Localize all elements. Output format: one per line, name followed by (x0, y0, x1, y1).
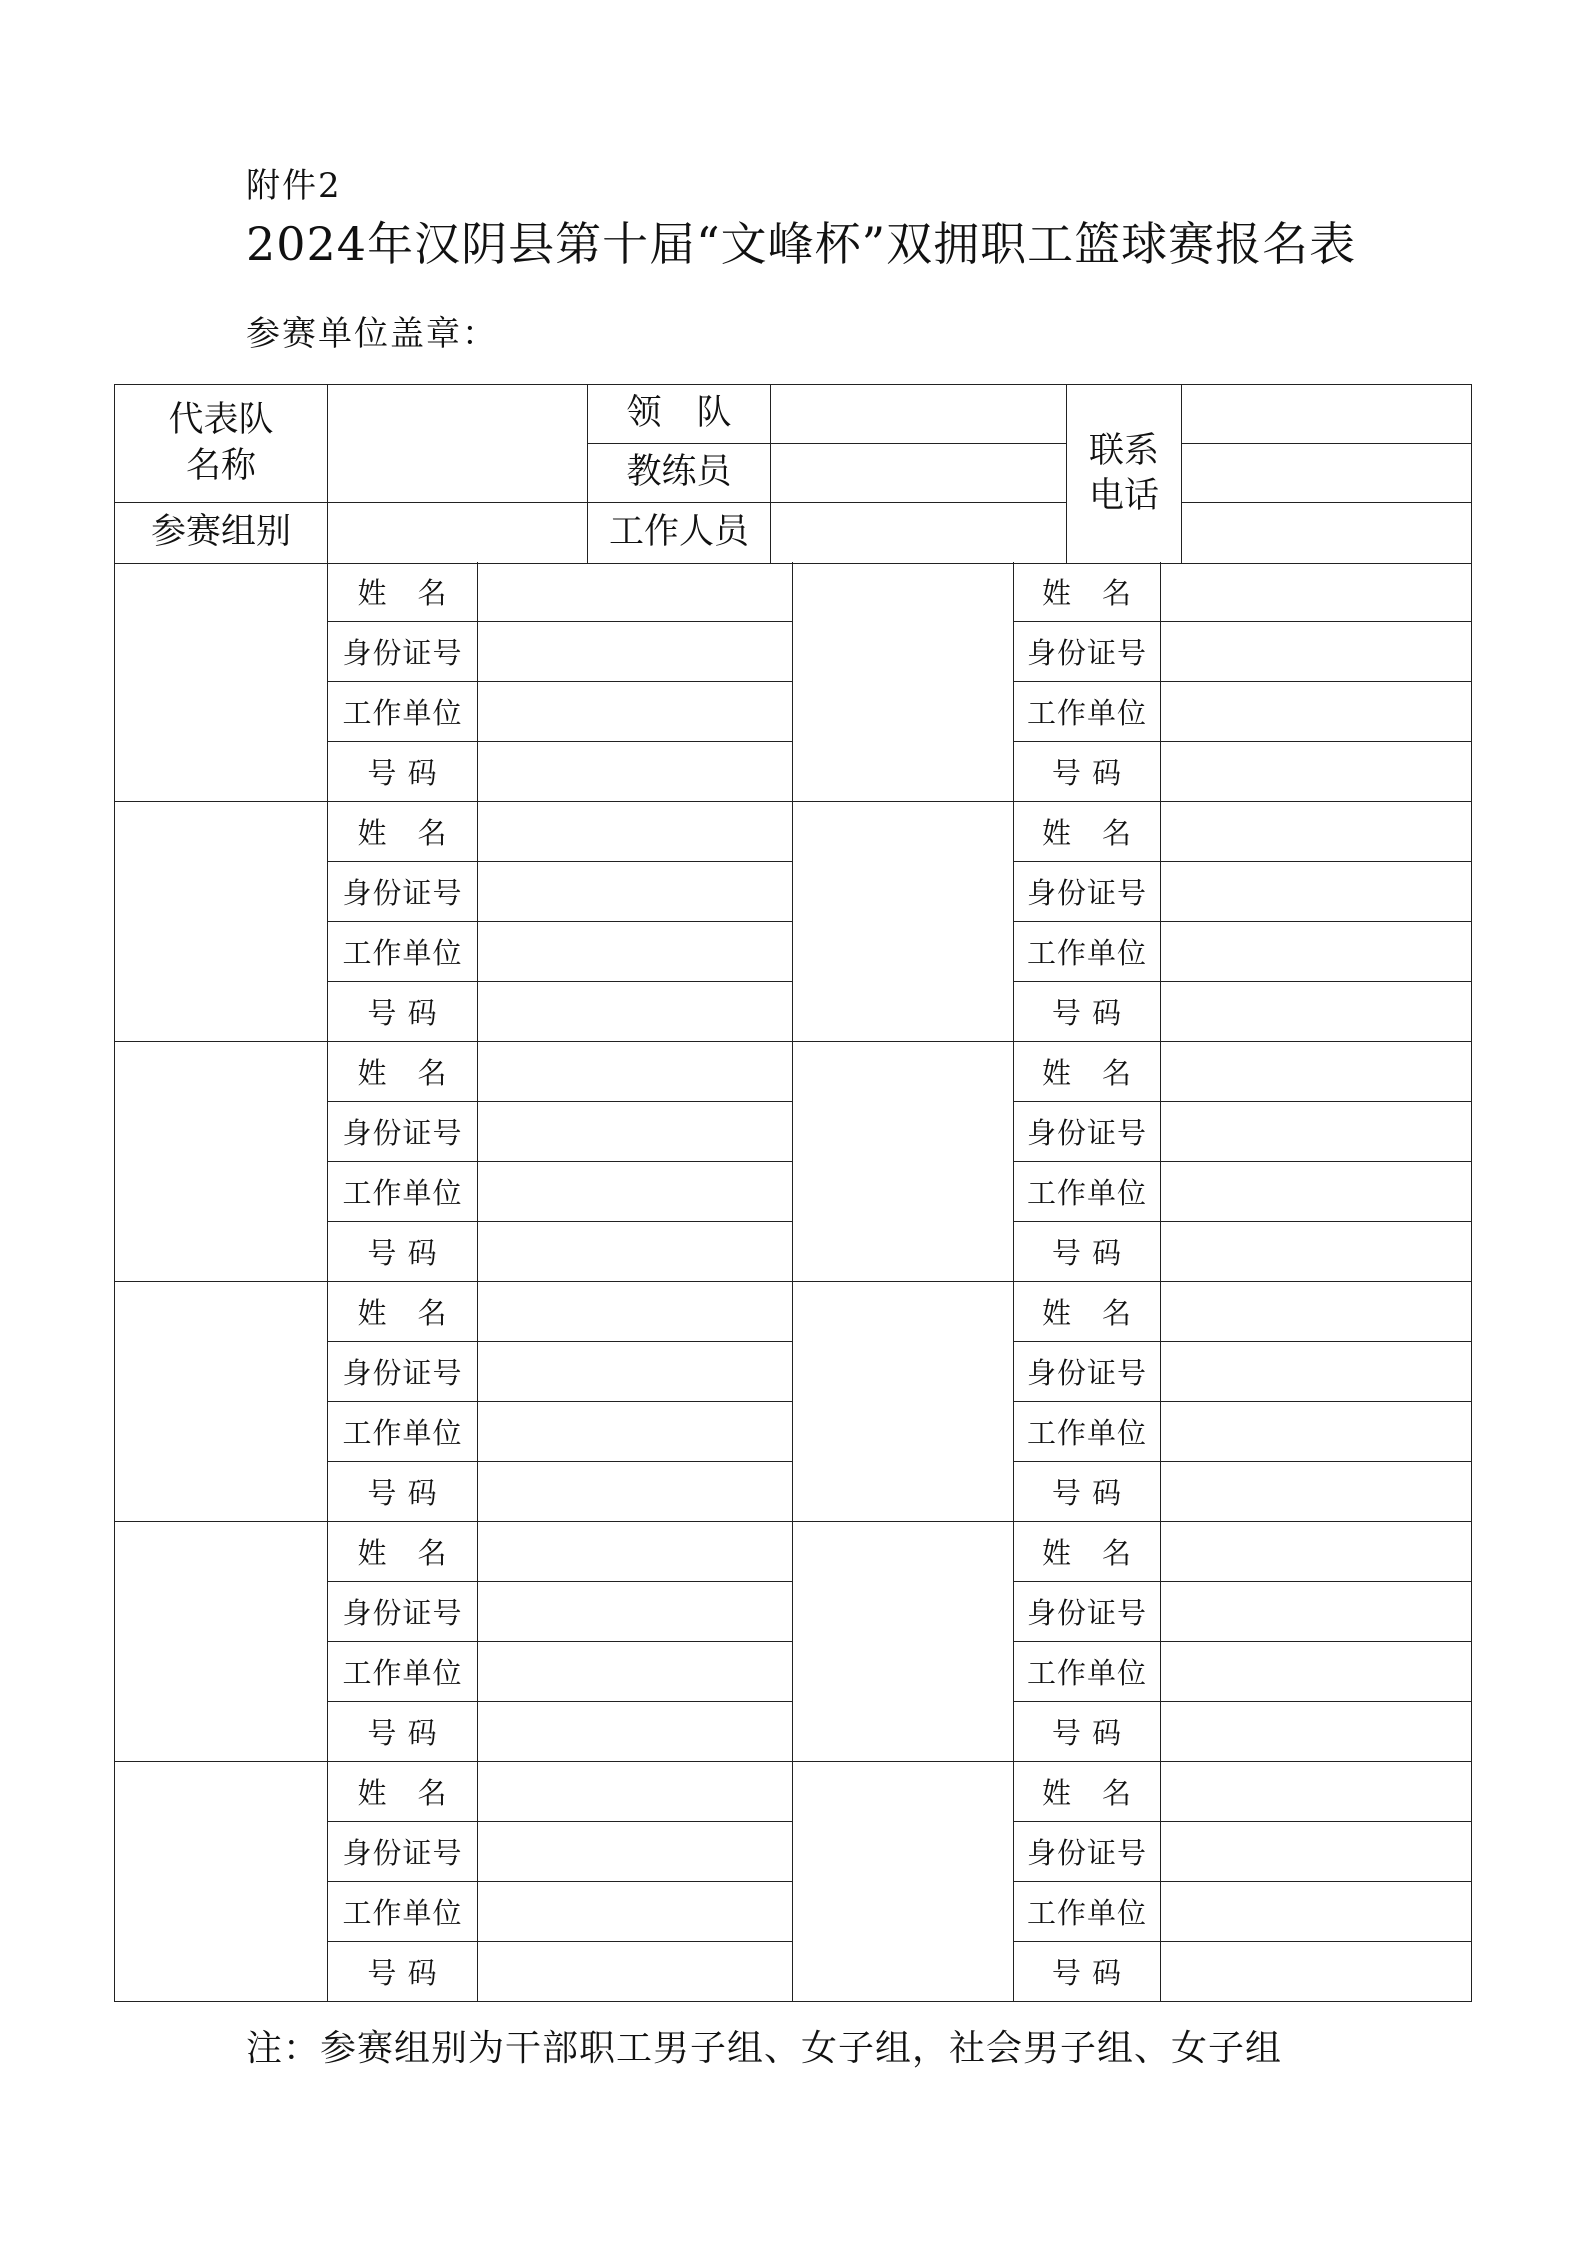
player-field-input[interactable] (1161, 1822, 1472, 1882)
player-row (115, 1282, 1472, 1342)
player-field-input[interactable] (1161, 1462, 1472, 1522)
player-field-input[interactable] (478, 1282, 793, 1342)
player-field-label: 号 码 (328, 1702, 478, 1762)
player-field-label: 工作单位 (1014, 1162, 1161, 1222)
group-field[interactable] (328, 503, 588, 564)
player-field-input[interactable] (478, 1642, 793, 1702)
player-field-input[interactable] (478, 922, 793, 982)
coach-label: 教练员 (588, 444, 771, 503)
player-photo-right[interactable] (793, 1282, 1014, 1522)
player-field-input[interactable] (478, 622, 793, 682)
player-field-input[interactable] (1161, 1222, 1472, 1282)
player-field-label: 姓 名 (328, 802, 478, 862)
player-field-label: 工作单位 (328, 682, 478, 742)
player-row (115, 562, 1472, 622)
player-field-label: 身份证号 (1014, 1102, 1161, 1162)
player-field-label: 工作单位 (1014, 922, 1161, 982)
player-field-label: 姓 名 (328, 1042, 478, 1102)
player-field-label: 号 码 (1014, 1462, 1161, 1522)
player-field-input[interactable] (478, 1762, 793, 1822)
staff-field[interactable] (771, 503, 1067, 564)
player-field-input[interactable] (478, 1102, 793, 1162)
player-field-input[interactable] (478, 1462, 793, 1522)
phone-label (1067, 385, 1182, 564)
player-field-label: 工作单位 (328, 1882, 478, 1942)
team-name-label (115, 385, 328, 503)
player-field-label: 工作单位 (1014, 1642, 1161, 1702)
player-field-input[interactable] (478, 562, 793, 622)
player-field-label: 号 码 (1014, 1222, 1161, 1282)
player-field-label: 工作单位 (328, 922, 478, 982)
form-title: 2024年汉阴县第十届“文峰杯”双拥职工篮球赛报名表 (246, 217, 1357, 271)
player-field-input[interactable] (1161, 1762, 1472, 1822)
player-photo-right[interactable] (793, 562, 1014, 802)
player-field-label: 姓 名 (1014, 1522, 1161, 1582)
leader-phone-field[interactable] (1182, 385, 1472, 444)
player-photo-right[interactable] (793, 1522, 1014, 1762)
player-field-label: 身份证号 (328, 622, 478, 682)
player-field-label: 姓 名 (1014, 1042, 1161, 1102)
player-field-label: 工作单位 (328, 1162, 478, 1222)
player-field-label: 身份证号 (1014, 862, 1161, 922)
player-field-input[interactable] (478, 1822, 793, 1882)
player-field-input[interactable] (1161, 1882, 1472, 1942)
player-field-input[interactable] (1161, 802, 1472, 862)
player-field-label: 号 码 (328, 982, 478, 1042)
player-field-label: 号 码 (328, 1942, 478, 2002)
player-field-label: 号 码 (328, 742, 478, 802)
player-field-label: 号 码 (1014, 1942, 1161, 2002)
player-field-label: 号 码 (1014, 1702, 1161, 1762)
player-field-label: 身份证号 (328, 1822, 478, 1882)
player-field-input[interactable] (1161, 1162, 1472, 1222)
player-field-label: 号 码 (328, 1222, 478, 1282)
player-field-input[interactable] (478, 1042, 793, 1102)
player-field-label: 工作单位 (328, 1402, 478, 1462)
player-field-label: 号 码 (1014, 982, 1161, 1042)
player-photo-right[interactable] (793, 1762, 1014, 2002)
player-row (115, 802, 1472, 862)
team-name-label-line1: 代表队 (168, 400, 274, 440)
player-field-input[interactable] (1161, 862, 1472, 922)
group-label: 参赛组别 (115, 503, 328, 564)
player-field-label: 工作单位 (1014, 682, 1161, 742)
player-field-label: 姓 名 (328, 1282, 478, 1342)
player-field-label: 号 码 (1014, 742, 1161, 802)
phone-label-line2: 电话 (1088, 476, 1159, 516)
player-field-label: 身份证号 (328, 862, 478, 922)
player-field-input[interactable] (478, 982, 793, 1042)
player-field-input[interactable] (478, 1582, 793, 1642)
player-field-input[interactable] (1161, 1042, 1472, 1102)
player-field-input[interactable] (478, 1702, 793, 1762)
player-field-label: 号 码 (328, 1462, 478, 1522)
player-field-label: 姓 名 (1014, 1762, 1161, 1822)
player-field-label: 姓 名 (1014, 562, 1161, 622)
player-field-input[interactable] (1161, 1402, 1472, 1462)
player-field-input[interactable] (1161, 922, 1472, 982)
player-field-input[interactable] (478, 742, 793, 802)
player-field-label: 姓 名 (328, 562, 478, 622)
player-field-label: 身份证号 (328, 1102, 478, 1162)
player-field-input[interactable] (478, 1882, 793, 1942)
player-photo-left[interactable] (115, 802, 328, 1042)
player-photo-left[interactable] (115, 1282, 328, 1522)
player-photo-left[interactable] (115, 562, 328, 802)
player-field-input[interactable] (1161, 1642, 1472, 1702)
player-field-label: 身份证号 (1014, 622, 1161, 682)
player-field-label: 姓 名 (328, 1762, 478, 1822)
player-field-label: 工作单位 (1014, 1402, 1161, 1462)
player-photo-right[interactable] (793, 1042, 1014, 1282)
player-field-input[interactable] (1161, 622, 1472, 682)
player-field-input[interactable] (1161, 1522, 1472, 1582)
player-field-label: 身份证号 (328, 1582, 478, 1642)
player-field-input[interactable] (478, 682, 793, 742)
staff-label: 工作人员 (588, 503, 771, 564)
staff-phone-field[interactable] (1182, 503, 1472, 564)
player-field-input[interactable] (1161, 682, 1472, 742)
team-name-field[interactable] (328, 385, 588, 503)
player-field-input[interactable] (1161, 1102, 1472, 1162)
player-field-input[interactable] (1161, 982, 1472, 1042)
player-field-label: 身份证号 (1014, 1822, 1161, 1882)
coach-phone-field[interactable] (1182, 444, 1472, 503)
player-field-label: 工作单位 (1014, 1882, 1161, 1942)
player-field-input[interactable] (1161, 1582, 1472, 1642)
player-field-label: 身份证号 (1014, 1582, 1161, 1642)
player-field-label: 工作单位 (328, 1642, 478, 1702)
unit-stamp-label: 参赛单位盖章： (246, 314, 498, 354)
player-field-input[interactable] (478, 1222, 793, 1282)
player-field-input[interactable] (1161, 1702, 1472, 1762)
player-field-input[interactable] (478, 862, 793, 922)
player-field-label: 身份证号 (328, 1342, 478, 1402)
team-name-label-line2: 名称 (185, 445, 256, 486)
player-field-input[interactable] (1161, 1942, 1472, 2002)
attachment-label: 附件2 (246, 166, 342, 206)
player-photo-left[interactable] (115, 1522, 328, 1762)
player-field-input[interactable] (1161, 562, 1472, 622)
player-field-input[interactable] (1161, 1282, 1472, 1342)
player-field-input[interactable] (1161, 1342, 1472, 1402)
player-field-label: 姓 名 (1014, 802, 1161, 862)
player-field-label: 姓 名 (328, 1522, 478, 1582)
player-field-input[interactable] (1161, 742, 1472, 802)
footnote: 注：参赛组别为干部职工男子组、女子组，社会男子组、女子组 (246, 2028, 1283, 2069)
player-field-input[interactable] (478, 1522, 793, 1582)
coach-field[interactable] (771, 444, 1067, 503)
player-photo-right[interactable] (793, 802, 1014, 1042)
player-photo-left[interactable] (115, 1762, 328, 2002)
player-row (115, 1762, 1472, 1822)
player-field-input[interactable] (478, 1162, 793, 1222)
leader-field[interactable] (771, 385, 1067, 444)
players-table (114, 562, 1472, 2002)
team-info-table (114, 384, 1472, 564)
player-field-input[interactable] (478, 802, 793, 862)
player-row (115, 1522, 1472, 1582)
player-field-input[interactable] (478, 1942, 793, 2002)
player-photo-left[interactable] (115, 1042, 328, 1282)
phone-label-line1: 联系 (1088, 430, 1159, 471)
player-field-label: 姓 名 (1014, 1282, 1161, 1342)
player-row (115, 1042, 1472, 1102)
player-field-input[interactable] (478, 1342, 793, 1402)
player-field-label: 身份证号 (1014, 1342, 1161, 1402)
player-field-input[interactable] (478, 1402, 793, 1462)
leader-label: 领 队 (588, 385, 771, 444)
